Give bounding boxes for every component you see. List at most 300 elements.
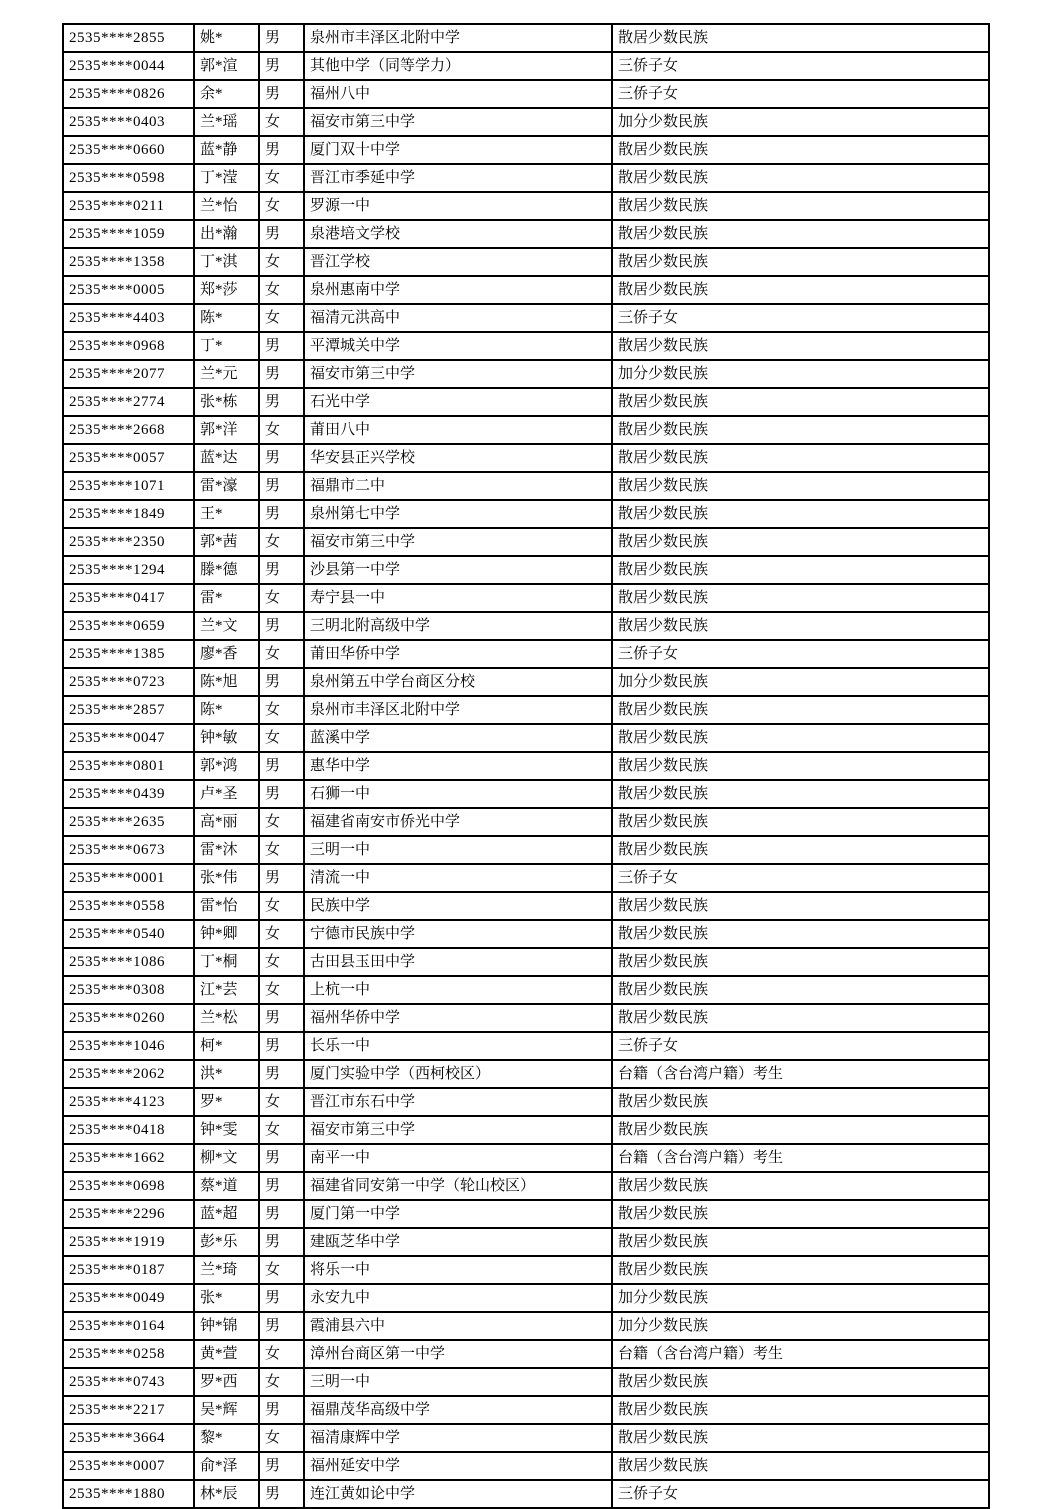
candidate-gender-cell: 女	[259, 1368, 304, 1396]
candidate-school-cell: 漳州台商区第一中学	[304, 1340, 612, 1368]
candidate-row	[63, 1144, 989, 1172]
candidate-gender-cell: 女	[259, 696, 304, 724]
candidate-category-cell: 散居少数民族	[612, 780, 989, 808]
candidate-gender-cell: 女	[259, 108, 304, 136]
candidate-school-cell: 宁德市民族中学	[304, 920, 612, 948]
candidate-row	[63, 220, 989, 248]
candidate-school-cell: 其他中学（同等学力）	[304, 52, 612, 80]
candidate-category-cell: 散居少数民族	[612, 1172, 989, 1200]
candidate-id-cell: 2535****0007	[63, 1452, 194, 1480]
candidate-category-cell: 三侨子女	[612, 80, 989, 108]
candidate-category-cell: 散居少数民族	[612, 976, 989, 1004]
candidate-gender-cell: 女	[259, 584, 304, 612]
candidate-row	[63, 360, 989, 388]
candidate-category-cell: 散居少数民族	[612, 136, 989, 164]
candidate-id-cell: 2535****0044	[63, 52, 194, 80]
candidate-row	[63, 1228, 989, 1256]
candidate-category-cell: 三侨子女	[612, 1480, 989, 1508]
candidate-category-cell: 三侨子女	[612, 304, 989, 332]
candidate-category-cell: 散居少数民族	[612, 192, 989, 220]
candidate-category-cell: 散居少数民族	[612, 444, 989, 472]
candidate-gender-cell: 女	[259, 724, 304, 752]
candidate-row	[63, 1424, 989, 1452]
candidate-school-cell: 三明北附高级中学	[304, 612, 612, 640]
candidate-category-cell: 散居少数民族	[612, 416, 989, 444]
candidate-name-cell: 陈*旭	[194, 668, 259, 696]
candidate-name-cell: 兰*元	[194, 360, 259, 388]
candidate-gender-cell: 男	[259, 80, 304, 108]
candidate-id-cell: 2535****1385	[63, 640, 194, 668]
candidate-row	[63, 1004, 989, 1032]
candidate-id-cell: 2535****2774	[63, 388, 194, 416]
candidate-school-cell: 福安市第三中学	[304, 1116, 612, 1144]
candidate-name-cell: 滕*德	[194, 556, 259, 584]
candidate-gender-cell: 男	[259, 1172, 304, 1200]
candidate-category-cell: 散居少数民族	[612, 1228, 989, 1256]
candidate-category-cell: 散居少数民族	[612, 1088, 989, 1116]
candidate-id-cell: 2535****1046	[63, 1032, 194, 1060]
candidate-gender-cell: 男	[259, 136, 304, 164]
candidate-gender-cell: 女	[259, 948, 304, 976]
candidate-name-cell: 郭*鸿	[194, 752, 259, 780]
candidate-row	[63, 780, 989, 808]
candidate-row	[63, 724, 989, 752]
candidate-name-cell: 雷*怡	[194, 892, 259, 920]
candidate-school-cell: 泉州市丰泽区北附中学	[304, 24, 612, 52]
candidate-school-cell: 莆田华侨中学	[304, 640, 612, 668]
candidate-gender-cell: 女	[259, 276, 304, 304]
candidate-school-cell: 泉州第五中学台商区分校	[304, 668, 612, 696]
candidate-gender-cell: 女	[259, 1256, 304, 1284]
candidate-name-cell: 王*	[194, 500, 259, 528]
candidate-school-cell: 泉州第七中学	[304, 500, 612, 528]
candidate-gender-cell: 男	[259, 1480, 304, 1508]
candidate-id-cell: 2535****0001	[63, 864, 194, 892]
candidate-name-cell: 洪*	[194, 1060, 259, 1088]
candidate-id-cell: 2535****0049	[63, 1284, 194, 1312]
candidate-school-cell: 泉港培文学校	[304, 220, 612, 248]
candidate-name-cell: 蔡*道	[194, 1172, 259, 1200]
candidate-school-cell: 厦门第一中学	[304, 1200, 612, 1228]
candidate-row	[63, 416, 989, 444]
candidate-name-cell: 江*芸	[194, 976, 259, 1004]
candidate-category-cell: 散居少数民族	[612, 248, 989, 276]
candidate-name-cell: 兰*琦	[194, 1256, 259, 1284]
candidate-gender-cell: 男	[259, 1060, 304, 1088]
candidate-gender-cell: 男	[259, 360, 304, 388]
candidate-school-cell: 古田县玉田中学	[304, 948, 612, 976]
candidate-row	[63, 248, 989, 276]
candidate-id-cell: 2535****0211	[63, 192, 194, 220]
candidate-gender-cell: 女	[259, 920, 304, 948]
candidate-school-cell: 福建省同安第一中学（轮山校区）	[304, 1172, 612, 1200]
candidate-name-cell: 俞*泽	[194, 1452, 259, 1480]
candidate-row	[63, 164, 989, 192]
candidate-row	[63, 920, 989, 948]
candidate-id-cell: 2535****2857	[63, 696, 194, 724]
candidate-id-cell: 2535****0047	[63, 724, 194, 752]
candidate-row	[63, 1368, 989, 1396]
candidate-id-cell: 2535****0403	[63, 108, 194, 136]
candidate-row	[63, 192, 989, 220]
candidate-school-cell: 福鼎茂华高级中学	[304, 1396, 612, 1424]
candidate-category-cell: 散居少数民族	[612, 500, 989, 528]
candidate-id-cell: 2535****0673	[63, 836, 194, 864]
candidate-row	[63, 556, 989, 584]
candidate-id-cell: 2535****0660	[63, 136, 194, 164]
candidate-category-cell: 散居少数民族	[612, 528, 989, 556]
candidate-category-cell: 散居少数民族	[612, 24, 989, 52]
candidate-category-cell: 散居少数民族	[612, 584, 989, 612]
candidate-school-cell: 长乐一中	[304, 1032, 612, 1060]
candidate-category-cell: 三侨子女	[612, 864, 989, 892]
candidate-gender-cell: 女	[259, 164, 304, 192]
candidate-row	[63, 528, 989, 556]
candidate-school-cell: 建瓯芝华中学	[304, 1228, 612, 1256]
candidate-id-cell: 2535****2855	[63, 24, 194, 52]
candidate-name-cell: 罗*西	[194, 1368, 259, 1396]
candidate-school-cell: 连江黄如论中学	[304, 1480, 612, 1508]
candidate-name-cell: 蓝*超	[194, 1200, 259, 1228]
candidate-id-cell: 2535****0308	[63, 976, 194, 1004]
candidate-gender-cell: 女	[259, 304, 304, 332]
candidate-category-cell: 三侨子女	[612, 52, 989, 80]
candidate-row	[63, 1396, 989, 1424]
candidate-category-cell: 加分少数民族	[612, 1312, 989, 1340]
candidate-id-cell: 2535****0057	[63, 444, 194, 472]
candidate-school-cell: 平潭城关中学	[304, 332, 612, 360]
candidate-name-cell: 陈*	[194, 304, 259, 332]
candidate-gender-cell: 男	[259, 1396, 304, 1424]
candidate-row	[63, 612, 989, 640]
candidate-row	[63, 1312, 989, 1340]
candidate-category-cell: 散居少数民族	[612, 892, 989, 920]
candidate-name-cell: 钟*锦	[194, 1312, 259, 1340]
candidate-gender-cell: 男	[259, 1004, 304, 1032]
candidate-gender-cell: 女	[259, 1340, 304, 1368]
candidate-category-cell: 散居少数民族	[612, 276, 989, 304]
candidate-name-cell: 吴*辉	[194, 1396, 259, 1424]
candidate-school-cell: 福清元洪高中	[304, 304, 612, 332]
candidate-name-cell: 蓝*静	[194, 136, 259, 164]
candidate-gender-cell: 女	[259, 192, 304, 220]
candidate-row	[63, 1480, 989, 1508]
candidate-category-cell: 散居少数民族	[612, 724, 989, 752]
candidate-school-cell: 泉州惠南中学	[304, 276, 612, 304]
candidate-category-cell: 三侨子女	[612, 640, 989, 668]
candidate-category-cell: 散居少数民族	[612, 164, 989, 192]
candidate-school-cell: 蓝溪中学	[304, 724, 612, 752]
candidate-name-cell: 姚*	[194, 24, 259, 52]
candidate-name-cell: 钟*敏	[194, 724, 259, 752]
candidate-name-cell: 丁*	[194, 332, 259, 360]
candidate-name-cell: 兰*文	[194, 612, 259, 640]
candidate-gender-cell: 男	[259, 472, 304, 500]
candidate-id-cell: 2535****1919	[63, 1228, 194, 1256]
candidate-gender-cell: 男	[259, 1284, 304, 1312]
candidate-school-cell: 沙县第一中学	[304, 556, 612, 584]
candidate-school-cell: 泉州市丰泽区北附中学	[304, 696, 612, 724]
candidate-school-cell: 华安县正兴学校	[304, 444, 612, 472]
candidate-category-cell: 散居少数民族	[612, 752, 989, 780]
candidate-name-cell: 丁*桐	[194, 948, 259, 976]
candidate-name-cell: 黎*	[194, 1424, 259, 1452]
candidate-id-cell: 2535****2350	[63, 528, 194, 556]
candidate-category-cell: 散居少数民族	[612, 1116, 989, 1144]
candidate-row	[63, 80, 989, 108]
candidate-name-cell: 郑*莎	[194, 276, 259, 304]
candidate-category-cell: 散居少数民族	[612, 920, 989, 948]
candidate-id-cell: 2535****1294	[63, 556, 194, 584]
candidate-name-cell: 丁*滢	[194, 164, 259, 192]
candidate-category-cell: 散居少数民族	[612, 556, 989, 584]
candidate-row	[63, 864, 989, 892]
candidate-school-cell: 福州八中	[304, 80, 612, 108]
candidate-school-cell: 三明一中	[304, 1368, 612, 1396]
candidate-id-cell: 2535****1086	[63, 948, 194, 976]
candidate-name-cell: 兰*瑶	[194, 108, 259, 136]
candidate-id-cell: 2535****2062	[63, 1060, 194, 1088]
candidate-name-cell: 张*栋	[194, 388, 259, 416]
candidate-school-cell: 罗源一中	[304, 192, 612, 220]
candidate-school-cell: 晋江市东石中学	[304, 1088, 612, 1116]
candidate-school-cell: 寿宁县一中	[304, 584, 612, 612]
candidate-school-cell: 惠华中学	[304, 752, 612, 780]
candidate-row	[63, 808, 989, 836]
candidate-gender-cell: 男	[259, 668, 304, 696]
candidate-row	[63, 24, 989, 52]
candidate-row	[63, 1340, 989, 1368]
candidate-id-cell: 2535****3664	[63, 1424, 194, 1452]
candidate-row	[63, 1284, 989, 1312]
candidate-category-cell: 加分少数民族	[612, 360, 989, 388]
candidate-school-cell: 上杭一中	[304, 976, 612, 1004]
candidate-gender-cell: 男	[259, 52, 304, 80]
candidate-id-cell: 2535****0968	[63, 332, 194, 360]
candidate-category-cell: 台籍（含台湾户籍）考生	[612, 1340, 989, 1368]
candidate-id-cell: 2535****0258	[63, 1340, 194, 1368]
candidate-school-cell: 民族中学	[304, 892, 612, 920]
candidate-category-cell: 台籍（含台湾户籍）考生	[612, 1144, 989, 1172]
candidate-row	[63, 752, 989, 780]
candidate-id-cell: 2535****0164	[63, 1312, 194, 1340]
candidate-id-cell: 2535****0260	[63, 1004, 194, 1032]
candidate-school-cell: 晋江学校	[304, 248, 612, 276]
candidate-id-cell: 2535****0558	[63, 892, 194, 920]
candidate-row	[63, 1116, 989, 1144]
candidate-id-cell: 2535****0801	[63, 752, 194, 780]
candidate-gender-cell: 女	[259, 416, 304, 444]
candidate-id-cell: 2535****1071	[63, 472, 194, 500]
candidate-school-cell: 将乐一中	[304, 1256, 612, 1284]
candidate-name-cell: 余*	[194, 80, 259, 108]
candidate-row	[63, 388, 989, 416]
candidate-gender-cell: 男	[259, 752, 304, 780]
candidate-school-cell: 石狮一中	[304, 780, 612, 808]
candidate-category-cell: 散居少数民族	[612, 612, 989, 640]
candidate-id-cell: 2535****0005	[63, 276, 194, 304]
candidate-category-cell: 散居少数民族	[612, 808, 989, 836]
candidate-gender-cell: 女	[259, 808, 304, 836]
candidate-gender-cell: 女	[259, 1424, 304, 1452]
candidate-id-cell: 2535****0417	[63, 584, 194, 612]
candidate-gender-cell: 男	[259, 1228, 304, 1256]
candidate-name-cell: 丁*淇	[194, 248, 259, 276]
candidate-id-cell: 2535****0598	[63, 164, 194, 192]
candidate-school-cell: 厦门双十中学	[304, 136, 612, 164]
candidate-row	[63, 472, 989, 500]
candidate-gender-cell: 女	[259, 248, 304, 276]
candidates-table	[62, 23, 990, 1509]
candidate-row	[63, 668, 989, 696]
candidate-row	[63, 332, 989, 360]
candidate-gender-cell: 女	[259, 1088, 304, 1116]
candidate-category-cell: 散居少数民族	[612, 388, 989, 416]
candidate-id-cell: 2535****2296	[63, 1200, 194, 1228]
candidate-gender-cell: 男	[259, 612, 304, 640]
candidate-category-cell: 散居少数民族	[612, 1424, 989, 1452]
candidate-category-cell: 加分少数民族	[612, 108, 989, 136]
candidate-category-cell: 散居少数民族	[612, 1004, 989, 1032]
candidate-name-cell: 雷*沐	[194, 836, 259, 864]
candidate-category-cell: 散居少数民族	[612, 472, 989, 500]
candidate-school-cell: 南平一中	[304, 1144, 612, 1172]
candidate-name-cell: 彭*乐	[194, 1228, 259, 1256]
candidate-id-cell: 2535****0743	[63, 1368, 194, 1396]
candidate-name-cell: 陈*	[194, 696, 259, 724]
candidate-school-cell: 福鼎市二中	[304, 472, 612, 500]
candidate-gender-cell: 女	[259, 640, 304, 668]
candidate-id-cell: 2535****1849	[63, 500, 194, 528]
candidate-id-cell: 2535****0418	[63, 1116, 194, 1144]
candidate-id-cell: 2535****2217	[63, 1396, 194, 1424]
candidate-name-cell: 兰*松	[194, 1004, 259, 1032]
candidate-name-cell: 柯*	[194, 1032, 259, 1060]
candidate-school-cell: 福安市第三中学	[304, 528, 612, 556]
candidate-id-cell: 2535****0826	[63, 80, 194, 108]
candidate-name-cell: 张*伟	[194, 864, 259, 892]
candidate-id-cell: 2535****0439	[63, 780, 194, 808]
candidate-name-cell: 罗*	[194, 1088, 259, 1116]
candidate-gender-cell: 男	[259, 500, 304, 528]
candidate-row	[63, 1452, 989, 1480]
candidate-category-cell: 散居少数民族	[612, 332, 989, 360]
candidate-id-cell: 2535****0187	[63, 1256, 194, 1284]
candidate-gender-cell: 女	[259, 976, 304, 1004]
candidate-school-cell: 永安九中	[304, 1284, 612, 1312]
candidate-row	[63, 1088, 989, 1116]
candidate-gender-cell: 男	[259, 556, 304, 584]
candidate-category-cell: 散居少数民族	[612, 1452, 989, 1480]
candidate-gender-cell: 男	[259, 24, 304, 52]
candidate-id-cell: 2535****1880	[63, 1480, 194, 1508]
candidate-id-cell: 2535****2668	[63, 416, 194, 444]
candidate-gender-cell: 男	[259, 1144, 304, 1172]
candidate-school-cell: 福安市第三中学	[304, 108, 612, 136]
candidate-gender-cell: 男	[259, 1312, 304, 1340]
candidate-gender-cell: 男	[259, 1032, 304, 1060]
candidate-row	[63, 1032, 989, 1060]
candidate-category-cell: 散居少数民族	[612, 1256, 989, 1284]
candidate-row	[63, 276, 989, 304]
candidate-row	[63, 500, 989, 528]
candidate-school-cell: 福安市第三中学	[304, 360, 612, 388]
candidate-id-cell: 2535****0540	[63, 920, 194, 948]
candidate-gender-cell: 女	[259, 528, 304, 556]
candidate-school-cell: 霞浦县六中	[304, 1312, 612, 1340]
candidate-id-cell: 2535****2077	[63, 360, 194, 388]
candidate-gender-cell: 女	[259, 892, 304, 920]
candidate-category-cell: 加分少数民族	[612, 1284, 989, 1312]
candidate-id-cell: 2535****1059	[63, 220, 194, 248]
candidate-name-cell: 雷*濠	[194, 472, 259, 500]
candidate-row	[63, 640, 989, 668]
candidate-id-cell: 2535****0698	[63, 1172, 194, 1200]
candidate-id-cell: 2535****2635	[63, 808, 194, 836]
candidate-row	[63, 304, 989, 332]
candidate-row	[63, 836, 989, 864]
candidate-gender-cell: 男	[259, 1452, 304, 1480]
candidate-row	[63, 1172, 989, 1200]
candidate-row	[63, 1200, 989, 1228]
candidate-name-cell: 张*	[194, 1284, 259, 1312]
candidate-row	[63, 444, 989, 472]
candidate-gender-cell: 男	[259, 1200, 304, 1228]
candidate-school-cell: 福州华侨中学	[304, 1004, 612, 1032]
candidate-row	[63, 52, 989, 80]
candidate-category-cell: 加分少数民族	[612, 668, 989, 696]
candidate-name-cell: 郭*渲	[194, 52, 259, 80]
candidate-id-cell: 2535****0659	[63, 612, 194, 640]
candidate-row	[63, 1060, 989, 1088]
candidate-name-cell: 雷*	[194, 584, 259, 612]
candidate-name-cell: 钟*雯	[194, 1116, 259, 1144]
candidate-gender-cell: 男	[259, 388, 304, 416]
candidate-category-cell: 散居少数民族	[612, 836, 989, 864]
candidate-name-cell: 郭*茜	[194, 528, 259, 556]
candidate-name-cell: 卢*圣	[194, 780, 259, 808]
candidate-id-cell: 2535****1662	[63, 1144, 194, 1172]
candidate-school-cell: 清流一中	[304, 864, 612, 892]
candidate-category-cell: 台籍（含台湾户籍）考生	[612, 1060, 989, 1088]
candidate-name-cell: 廖*香	[194, 640, 259, 668]
candidate-name-cell: 钟*卿	[194, 920, 259, 948]
candidate-id-cell: 2535****4403	[63, 304, 194, 332]
candidate-name-cell: 郭*洋	[194, 416, 259, 444]
candidate-id-cell: 2535****4123	[63, 1088, 194, 1116]
candidate-row	[63, 584, 989, 612]
candidate-name-cell: 高*丽	[194, 808, 259, 836]
candidate-id-cell: 2535****0723	[63, 668, 194, 696]
candidate-row	[63, 1256, 989, 1284]
candidate-gender-cell: 女	[259, 836, 304, 864]
candidate-row	[63, 696, 989, 724]
candidate-row	[63, 948, 989, 976]
candidate-category-cell: 散居少数民族	[612, 1200, 989, 1228]
candidate-name-cell: 兰*怡	[194, 192, 259, 220]
candidate-row	[63, 976, 989, 1004]
candidate-school-cell: 晋江市季延中学	[304, 164, 612, 192]
candidate-gender-cell: 女	[259, 1116, 304, 1144]
candidate-school-cell: 福州延安中学	[304, 1452, 612, 1480]
candidate-row	[63, 136, 989, 164]
candidate-row	[63, 108, 989, 136]
candidate-category-cell: 散居少数民族	[612, 1396, 989, 1424]
candidate-gender-cell: 男	[259, 780, 304, 808]
candidate-category-cell: 散居少数民族	[612, 220, 989, 248]
candidate-name-cell: 柳*文	[194, 1144, 259, 1172]
candidate-id-cell: 2535****1358	[63, 248, 194, 276]
